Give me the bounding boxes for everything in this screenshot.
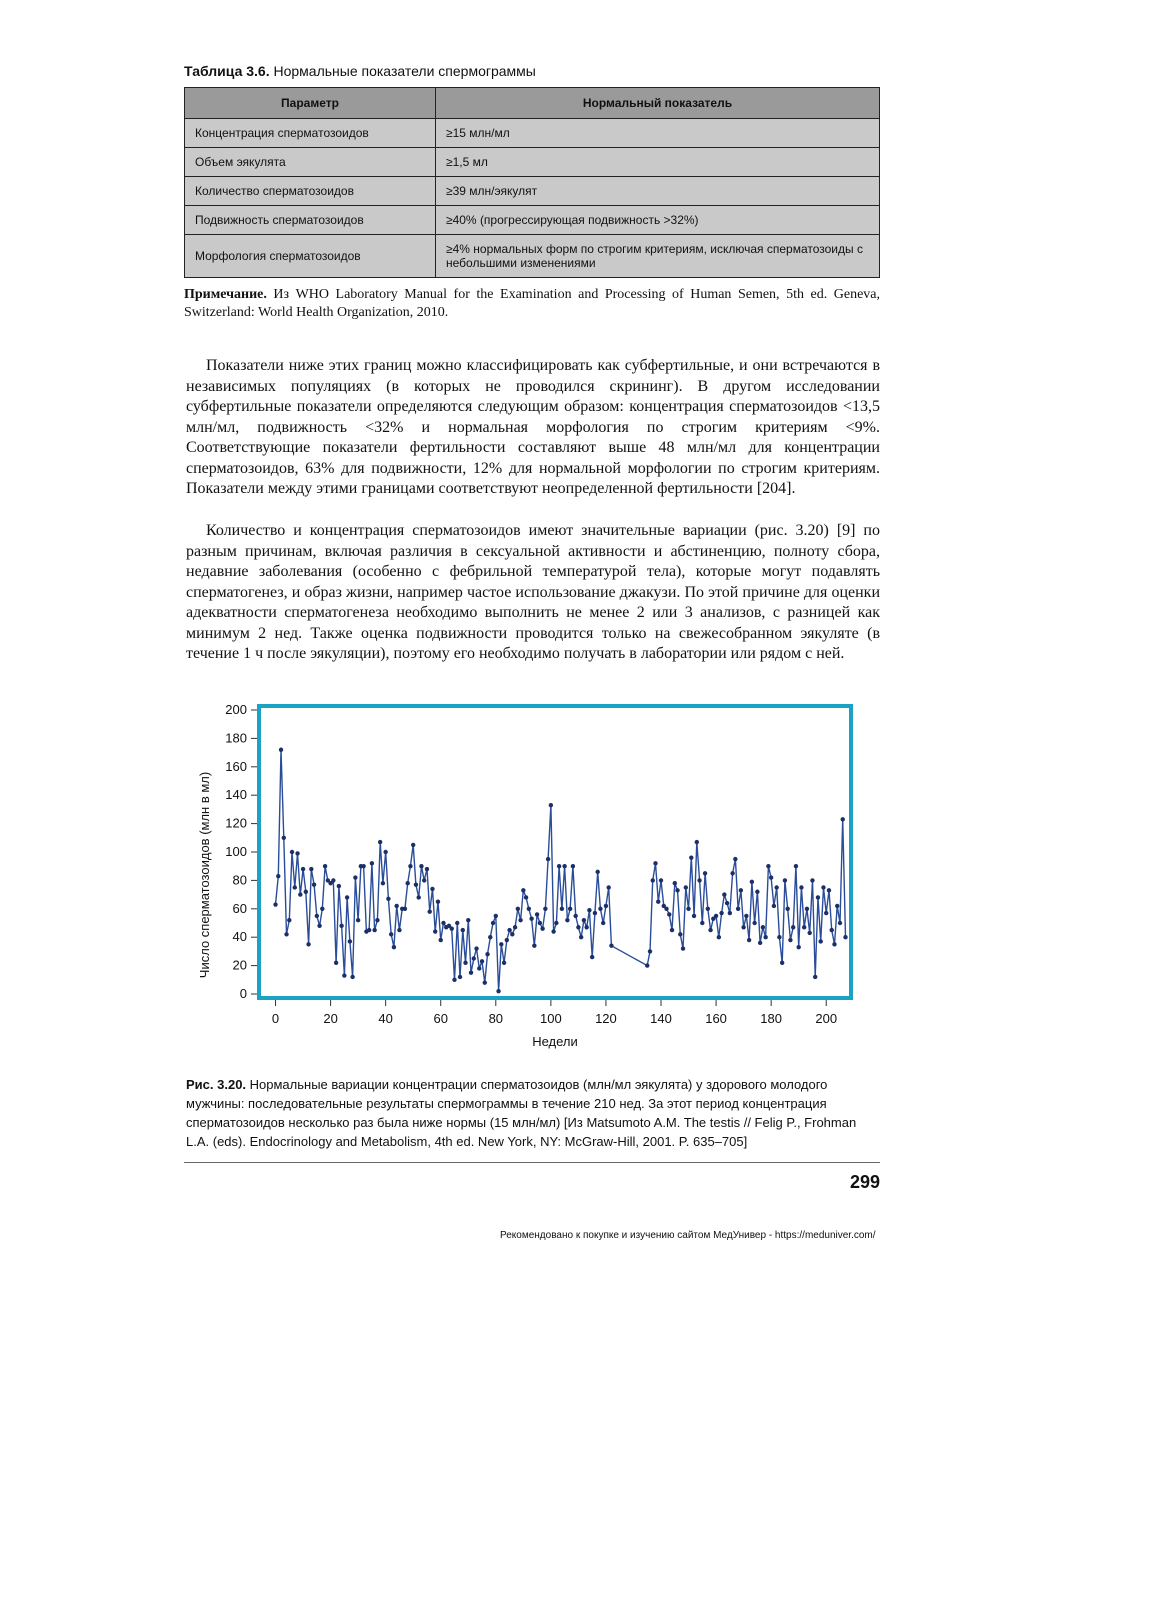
data-point — [587, 908, 591, 912]
y-tick-label: 180 — [225, 730, 247, 746]
data-point — [648, 949, 652, 953]
data-point — [689, 855, 693, 859]
x-axis-label: Недели — [532, 1034, 578, 1049]
plot-frame — [259, 706, 851, 998]
data-point — [477, 966, 481, 970]
data-point — [670, 928, 674, 932]
y-tick-label: 60 — [232, 900, 247, 916]
data-point — [551, 929, 555, 933]
y-tick-label: 0 — [239, 986, 247, 1001]
data-point — [450, 926, 454, 930]
data-point — [565, 918, 569, 922]
data-point — [788, 938, 792, 942]
table-title-label: Таблица 3.6. — [184, 63, 270, 79]
data-point — [722, 892, 726, 896]
x-tick-label: 80 — [488, 1011, 504, 1026]
data-point — [728, 911, 732, 915]
data-point — [505, 938, 509, 942]
data-point — [403, 907, 407, 911]
data-point — [428, 909, 432, 913]
data-point — [717, 935, 721, 939]
table-note — [184, 286, 880, 322]
data-point — [491, 921, 495, 925]
table-row — [185, 148, 880, 177]
data-point — [543, 907, 547, 911]
data-point — [656, 900, 660, 904]
data-point — [485, 952, 489, 956]
data-point — [455, 921, 459, 925]
data-point — [538, 921, 542, 925]
page-number: 299 — [849, 1172, 880, 1192]
data-point — [774, 885, 778, 889]
data-point — [529, 917, 533, 921]
data-point — [309, 867, 313, 871]
data-point — [805, 907, 809, 911]
data-point — [659, 878, 663, 882]
sperm-count-chart — [195, 700, 875, 1060]
data-point — [507, 928, 511, 932]
data-point — [306, 942, 310, 946]
data-point — [546, 857, 550, 861]
data-point — [584, 925, 588, 929]
table-title — [184, 63, 536, 79]
data-point — [337, 884, 341, 888]
data-point — [527, 907, 531, 911]
x-tick-label: 200 — [815, 1011, 838, 1026]
data-point — [535, 912, 539, 916]
data-point — [483, 980, 487, 984]
data-point — [609, 944, 613, 948]
data-point — [780, 961, 784, 965]
data-point — [419, 864, 423, 868]
series-line — [276, 750, 846, 991]
data-point — [562, 864, 566, 868]
data-point — [752, 921, 756, 925]
data-point — [392, 945, 396, 949]
data-point — [830, 928, 834, 932]
data-point — [714, 914, 718, 918]
y-tick-label: 20 — [232, 957, 247, 973]
data-point — [708, 928, 712, 932]
data-point — [791, 925, 795, 929]
data-point — [824, 911, 828, 915]
data-point — [785, 907, 789, 911]
data-point — [279, 748, 283, 752]
data-point — [686, 907, 690, 911]
table-row — [185, 206, 880, 235]
data-point — [766, 864, 770, 868]
data-point — [664, 907, 668, 911]
note-text: Из WHO Laboratory Manual for the Examination and Processing of Human Semen, 5th ed. Geneva, Switzerland: World Health Organization, 2010. — [184, 287, 880, 320]
data-point — [783, 878, 787, 882]
data-point — [653, 861, 657, 865]
data-point — [461, 928, 465, 932]
data-point — [290, 850, 294, 854]
y-tick-label: 80 — [232, 872, 247, 888]
data-point — [703, 871, 707, 875]
data-point — [835, 904, 839, 908]
data-point — [499, 942, 503, 946]
data-point — [441, 921, 445, 925]
table-row — [185, 119, 880, 148]
table-cell-parameter: Количество сперматозоидов — [185, 177, 436, 206]
data-point — [827, 888, 831, 892]
data-point — [422, 878, 426, 882]
data-point — [405, 881, 409, 885]
data-point — [807, 931, 811, 935]
data-point — [521, 888, 525, 892]
data-point — [719, 911, 723, 915]
data-point — [370, 861, 374, 865]
data-point — [518, 918, 522, 922]
data-point — [802, 925, 806, 929]
data-point — [692, 914, 696, 918]
data-point — [730, 871, 734, 875]
data-point — [838, 921, 842, 925]
data-point — [700, 921, 704, 925]
data-point — [816, 895, 820, 899]
data-point — [367, 928, 371, 932]
data-point — [549, 803, 553, 807]
data-point — [386, 897, 390, 901]
data-point — [568, 907, 572, 911]
data-point — [331, 878, 335, 882]
data-point — [452, 978, 456, 982]
data-point — [496, 989, 500, 993]
table-cell-value: ≥1,5 мл — [436, 148, 880, 177]
data-point — [601, 921, 605, 925]
data-point — [557, 864, 561, 868]
data-point — [474, 946, 478, 950]
data-point — [488, 935, 492, 939]
data-point — [763, 935, 767, 939]
data-point — [819, 939, 823, 943]
data-point — [411, 843, 415, 847]
data-point — [293, 885, 297, 889]
x-tick-label: 160 — [705, 1011, 727, 1026]
data-point — [590, 955, 594, 959]
data-point — [339, 924, 343, 928]
data-point — [320, 907, 324, 911]
data-point — [739, 888, 743, 892]
table-header-row — [185, 88, 880, 119]
data-point — [540, 926, 544, 930]
data-point — [678, 932, 682, 936]
data-point — [761, 925, 765, 929]
note-label: Примечание. — [184, 287, 267, 302]
data-point — [389, 932, 393, 936]
data-point — [524, 895, 528, 899]
data-point — [381, 881, 385, 885]
data-point — [408, 864, 412, 868]
data-point — [595, 870, 599, 874]
data-point — [342, 973, 346, 977]
data-point — [295, 851, 299, 855]
table-cell-value: ≥40% (прогрессирующая подвижность >32%) — [436, 206, 880, 235]
data-point — [430, 887, 434, 891]
y-tick-label: 100 — [225, 844, 247, 859]
y-axis — [225, 702, 257, 1001]
data-point — [706, 907, 710, 911]
data-point — [494, 914, 498, 918]
table-cell-parameter: Подвижность сперматозоидов — [185, 206, 436, 235]
data-point — [361, 864, 365, 868]
x-tick-label: 0 — [271, 1011, 280, 1026]
x-tick-label: 40 — [378, 1011, 393, 1026]
y-tick-label: 160 — [225, 758, 247, 774]
data-point — [472, 956, 476, 960]
data-point — [579, 935, 583, 939]
data-point — [821, 885, 825, 889]
page-divider — [184, 1162, 880, 1163]
body-paragraph-1: Показатели ниже этих границ можно классифицировать как субфертильные, и они встречаются в независимых популяциях (в которых не проводился скрининг). В другом исследовании субфертильные показатели определяются следующим образом: концентрация сперматозоидов <13,5 млн/мл, подвижность <32% и нормальная морфология по строгим критериям <9%. Соответствующие показатели фертильности составляют выше 48 млн/мл для концентрации сперматозоидов, 63% для подвижности, 12% для нормальной морфологии по строгим критериям. Показатели между этими границами соответствуют неопределенной фертильности [204]. — [186, 357, 880, 497]
data-point — [345, 895, 349, 899]
data-point — [532, 944, 536, 948]
data-point — [317, 924, 321, 928]
data-point — [375, 918, 379, 922]
x-tick-label: 60 — [433, 1011, 448, 1026]
data-point — [582, 918, 586, 922]
data-point — [796, 945, 800, 949]
data-point — [298, 892, 302, 896]
table-title-text: Нормальные показатели спермограммы — [269, 63, 536, 79]
header-parameter: Параметр — [185, 88, 436, 119]
data-point — [744, 914, 748, 918]
data-point — [304, 890, 308, 894]
data-point — [755, 890, 759, 894]
caption-text: Нормальные вариации концентрации сперматозоидов (млн/мл эякулята) у здорового молодого мужчины: последовательные результаты спермограммы в течение 210 нед. За этот период концентрация сперматозоидов несколько раз была ниже нормы (15 млн/мл) [Из Matsumoto A.M. The testis // Felig P., Frohman L.A. (eds). Endocrinology and Metabolism, 4th ed. New York, NY: McGraw-Hill, 2001. P. 635–705] — [186, 1077, 857, 1149]
data-point — [502, 961, 506, 965]
footer-note: Рекомендовано к покупке и изучению сайтом МедУнивер - https://meduniver.com/ — [500, 1230, 876, 1241]
figure-caption — [186, 1075, 880, 1151]
y-tick-label: 120 — [225, 815, 247, 831]
data-point — [383, 850, 387, 854]
data-point — [433, 929, 437, 933]
data-point — [769, 875, 773, 879]
data-point — [697, 878, 701, 882]
data-point — [273, 902, 277, 906]
data-point — [458, 975, 462, 979]
series-points — [273, 748, 847, 994]
data-point — [334, 961, 338, 965]
data-point — [747, 938, 751, 942]
table-cell-parameter: Морфология сперматозоидов — [185, 235, 436, 278]
data-point — [684, 885, 688, 889]
data-point — [350, 975, 354, 979]
data-point — [348, 939, 352, 943]
data-point — [681, 946, 685, 950]
data-point — [312, 882, 316, 886]
table-cell-value: ≥4% нормальных форм по строгим критериям, исключая сперматозоиды с небольшими изменениями — [436, 235, 880, 278]
data-point — [425, 867, 429, 871]
x-tick-label: 20 — [323, 1011, 338, 1026]
data-point — [843, 935, 847, 939]
x-tick-label: 140 — [650, 1011, 672, 1026]
data-point — [673, 881, 677, 885]
data-point — [397, 928, 401, 932]
x-tick-label: 100 — [540, 1011, 562, 1026]
data-point — [571, 864, 575, 868]
data-point — [516, 907, 520, 911]
data-point — [772, 904, 776, 908]
data-point — [576, 925, 580, 929]
data-point — [439, 938, 443, 942]
data-point — [356, 918, 360, 922]
x-tick-label: 180 — [760, 1011, 783, 1026]
data-point — [394, 904, 398, 908]
data-point — [593, 911, 597, 915]
data-point — [372, 928, 376, 932]
data-point — [414, 882, 418, 886]
data-point — [353, 875, 357, 879]
header-normal-value: Нормальный показатель — [436, 88, 880, 119]
data-point — [510, 932, 514, 936]
y-tick-label: 200 — [225, 702, 247, 717]
norms-table — [184, 87, 880, 278]
caption-label: Рис. 3.20. — [186, 1077, 247, 1092]
y-axis-label: Число сперматозоидов (млн в мл) — [197, 771, 212, 979]
data-point — [573, 914, 577, 918]
data-point — [841, 817, 845, 821]
data-point — [813, 975, 817, 979]
body-paragraph-2: Количество и концентрация сперматозоидов имеют значительные вариации (рис. 3.20) [9] по разным причинам, включая различия в сексуальной активности и абстиненцию, полноту сбора, недавние заболевания (особенно с фебрильной температурой тела), которые могут подавлять сперматогенез, и образ жизни, например частое использование джакузи. По этой причине для оценки адекватности сперматогенеза необходимо выполнить не менее 2 или 3 анализов, с разницей как минимум 2 нед. Также оценка подвижности проводится только на свежесобранном эякуляте (в течение 1 ч после эякуляции), поэтому его необходимо получать в лаборатории или рядом с ней. — [186, 522, 880, 662]
data-point — [323, 864, 327, 868]
data-point — [667, 912, 671, 916]
data-point — [480, 959, 484, 963]
table-row — [185, 235, 880, 278]
data-point — [675, 888, 679, 892]
table-cell-value: ≥15 млн/мл — [436, 119, 880, 148]
table-cell-parameter: Концентрация сперматозоидов — [185, 119, 436, 148]
table-row — [185, 177, 880, 206]
data-point — [436, 900, 440, 904]
data-point — [645, 963, 649, 967]
data-point — [554, 921, 558, 925]
data-point — [741, 925, 745, 929]
data-point — [777, 935, 781, 939]
data-point — [282, 836, 286, 840]
data-point — [513, 925, 517, 929]
x-axis — [272, 1000, 837, 1026]
data-point — [733, 857, 737, 861]
data-point — [832, 942, 836, 946]
data-point — [750, 880, 754, 884]
data-point — [301, 867, 305, 871]
data-point — [758, 941, 762, 945]
data-point — [560, 907, 564, 911]
data-point — [466, 918, 470, 922]
data-point — [651, 878, 655, 882]
data-point — [794, 864, 798, 868]
data-point — [606, 885, 610, 889]
data-point — [378, 840, 382, 844]
data-point — [810, 878, 814, 882]
table-cell-parameter: Объем эякулята — [185, 148, 436, 177]
table-cell-value: ≥39 млн/эякулят — [436, 177, 880, 206]
data-point — [604, 904, 608, 908]
x-tick-label: 120 — [595, 1011, 617, 1026]
data-point — [287, 918, 291, 922]
y-tick-label: 140 — [225, 787, 247, 803]
data-point — [417, 895, 421, 899]
y-tick-label: 40 — [232, 929, 247, 945]
data-line — [276, 750, 846, 991]
data-point — [463, 961, 467, 965]
data-point — [725, 901, 729, 905]
data-point — [469, 971, 473, 975]
data-point — [695, 840, 699, 844]
data-point — [799, 885, 803, 889]
data-point — [598, 907, 602, 911]
data-point — [736, 907, 740, 911]
data-point — [276, 874, 280, 878]
data-point — [315, 914, 319, 918]
data-point — [284, 932, 288, 936]
